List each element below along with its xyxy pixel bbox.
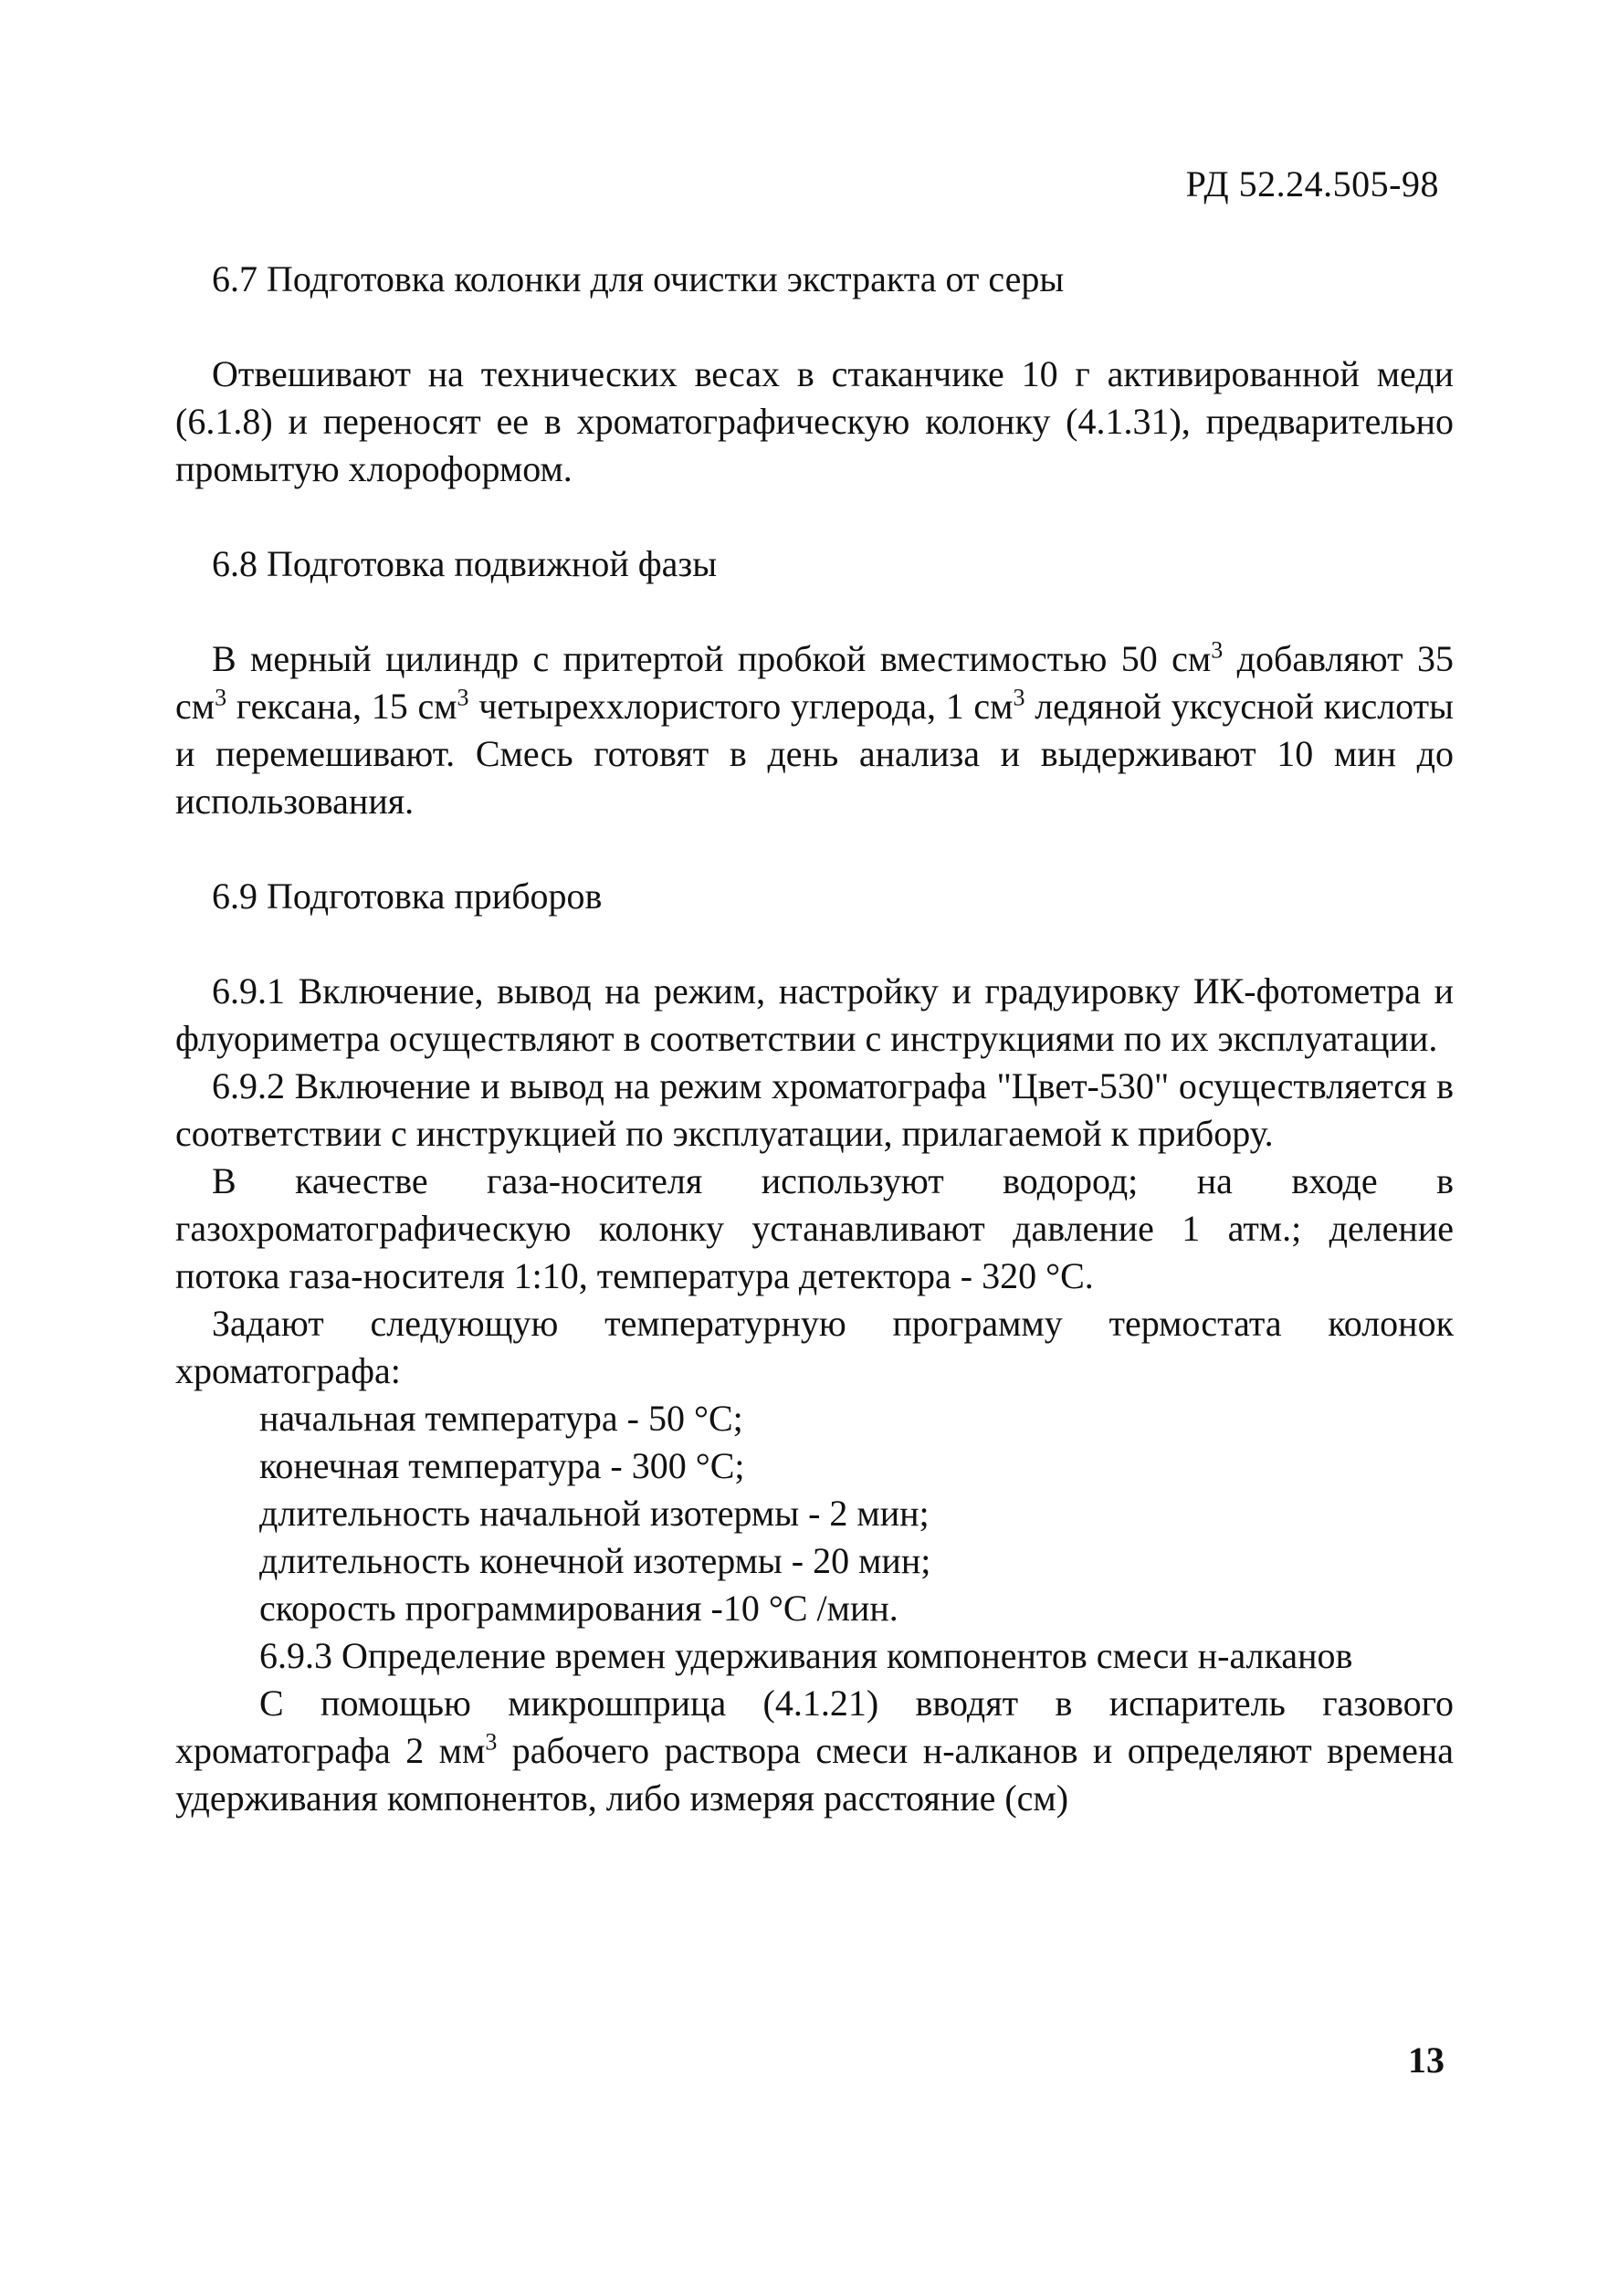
temperature-program-list (175, 1395, 1454, 1632)
temperature-program-intro: Задают следующую температурную программу термостата колонок хроматографа: (175, 1303, 1454, 1391)
superscript-3: 3 (1211, 636, 1224, 664)
mobile-phase-text-4: четыреххлористого углерода, 1 см (468, 686, 1014, 727)
microsyringe-text-2: рабочего раствора смеси н-алканов и определяют времена удерживания компонентов, либо измеряя расстояние (см) (175, 1730, 1455, 1819)
superscript-3: 3 (485, 1728, 498, 1756)
mobile-phase-text-5: ледяной уксусной кислоты и перемешивают. Смесь готовят в день анализа и выдерживают 10 мин до использования. (175, 686, 1455, 822)
mobile-phase-text-2: добавляют 35 см (175, 638, 1454, 727)
carrier-gas-text: В качестве газа-носителя используют водород; на входе в газохроматографическую колонку устанавливают давление 1 атм.; деление потока газа-носителя 1:10, температура детектора - 320 °С. (175, 1160, 1454, 1296)
page-number: 13 (1408, 2039, 1445, 2081)
superscript-3: 3 (215, 684, 227, 711)
microsyringe-text-1: С помощью микрошприца (4.1.21) вводят в испаритель газового хроматографа 2 мм (175, 1683, 1454, 1771)
section-6-7-title: 6.7 Подготовка колонки для очистки экстракта от серы (212, 258, 1065, 299)
document-body (175, 256, 1454, 1822)
section-6-9-2-text: 6.9.2 Включение и вывод на режим хроматографа "Цвет-530" осуществляется в соответствии с инструкцией по эксплуатации, прилагаемой к прибору. (175, 1065, 1454, 1154)
list-item: конечная температура - 300 °С; (259, 1445, 745, 1486)
section-6-8-text (175, 635, 1454, 825)
microsyringe-text (175, 1680, 1454, 1822)
section-6-8-title: 6.8 Подготовка подвижной фазы (212, 543, 718, 584)
section-6-7-text: Отвешивают на технических весах в стаканчике 10 г активированной меди (6.1.8) и переносят ее в хроматографическую колонку (4.1.31), предварительно промытую хлороформом. (175, 353, 1454, 489)
list-item: длительность конечной изотермы - 20 мин; (259, 1540, 931, 1581)
mobile-phase-text-3: гексана, 15 см (226, 686, 457, 727)
superscript-3: 3 (1013, 684, 1025, 711)
list-item: длительность начальной изотермы - 2 мин; (259, 1493, 930, 1534)
section-6-9-1-text: 6.9.1 Включение, вывод на режим, настройку и градуировку ИК-фотометра и флуориметра осуществляют в соответствии с инструкциями по их эксплуатации. (175, 970, 1454, 1059)
list-item: скорость программирования -10 °С /мин. (259, 1588, 898, 1629)
section-6-9-3-title: 6.9.3 Определение времен удерживания компонентов смеси н-алканов (259, 1635, 1353, 1676)
superscript-3: 3 (457, 684, 469, 711)
section-6-9-title: 6.9 Подготовка приборов (212, 875, 603, 917)
document-code: РД 52.24.505-98 (1185, 163, 1439, 204)
mobile-phase-text-1: В мерный цилиндр с притертой пробкой вместимостью 50 см (212, 638, 1212, 679)
list-item: начальная температура - 50 °С; (259, 1398, 743, 1439)
